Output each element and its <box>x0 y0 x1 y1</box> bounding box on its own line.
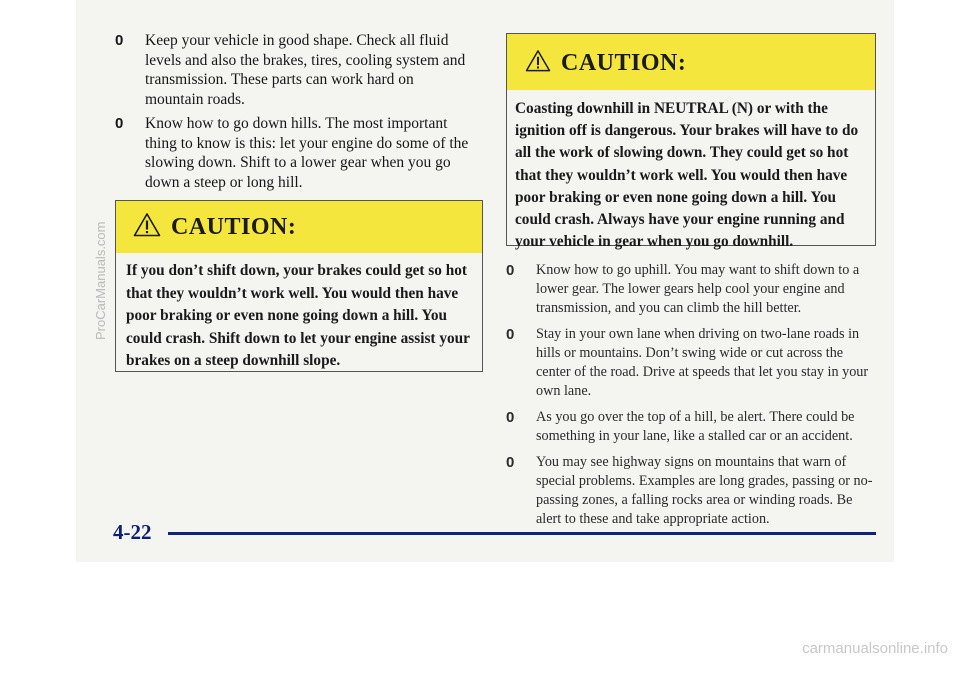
bullet-text: As you go over the top of a hill, be alert. There could be something in your lane, like a stalled car or an accident. <box>536 409 855 444</box>
side-watermark-text: ProCarManuals.com <box>93 221 108 340</box>
bullet-marker: 0 <box>115 32 124 49</box>
footer-watermark: carmanualsonline.info <box>802 640 948 657</box>
caution-box-left <box>115 200 483 372</box>
page-footer-rule <box>168 532 876 535</box>
left-bullet-list <box>115 31 471 197</box>
list-item <box>115 31 471 109</box>
bullet-text: Keep your vehicle in good shape. Check all fluid levels and also the brakes, tires, cooling system and transmission. These parts can work hard on mountain roads. <box>145 32 466 108</box>
bullet-text: You may see highway signs on mountains that warn of special problems. Examples are long grades, passing or no-passing zones, a falling rocks area or winding roads. Be alert to these and take appropriate action. <box>536 454 873 527</box>
list-item <box>115 114 471 192</box>
caution-text: Coasting downhill in NEUTRAL (N) or with the ignition off is dangerous. Your brakes will have to do all the work of slowing down. They could get so hot that they wouldn’t work well. You would then have poor braking or even none going down a hill. You could crash. Always have your engine running and your vehicle in gear when you go downhill. <box>515 100 859 251</box>
warning-triangle-icon <box>133 212 161 237</box>
bullet-marker: 0 <box>506 326 515 343</box>
bullet-marker: 0 <box>506 262 515 279</box>
caution-text: If you don’t shift down, your brakes could get so hot that they wouldn’t work well. You would then have poor braking or even none going down a hill. You could crash. Shift down to let your engine assist your brakes on a steep downhill slope. <box>126 262 470 369</box>
page-number: 4-22 <box>113 520 152 544</box>
caution-title: CAUTION: <box>171 214 297 240</box>
caution-banner <box>116 201 482 253</box>
caution-title: CAUTION: <box>561 50 687 76</box>
side-watermark <box>91 200 111 340</box>
bullet-text: Know how to go uphill. You may want to shift down to a lower gear. The lower gears help cool your engine and transmission, and you can climb the hill better. <box>536 262 860 316</box>
caution-banner <box>507 34 875 90</box>
bullet-text: Know how to go down hills. The most important thing to know is this: let your engine do some of the slowing down. Shift to a lower gear when you go down a steep or long hill. <box>145 115 469 191</box>
bullet-text: Stay in your own lane when driving on two-lane roads in hills or mountains. Don’t swing wide or cut across the center of the road. Drive at speeds that let you stay in your own lane. <box>536 326 869 399</box>
list-item <box>506 261 878 318</box>
bullet-marker: 0 <box>115 115 124 132</box>
warning-triangle-icon <box>525 49 551 72</box>
bullet-marker: 0 <box>506 454 515 471</box>
list-item <box>506 453 878 529</box>
bullet-marker: 0 <box>506 409 515 426</box>
right-bullet-list <box>506 261 878 536</box>
list-item <box>506 408 878 446</box>
list-item <box>506 325 878 401</box>
caution-box-right <box>506 33 876 251</box>
